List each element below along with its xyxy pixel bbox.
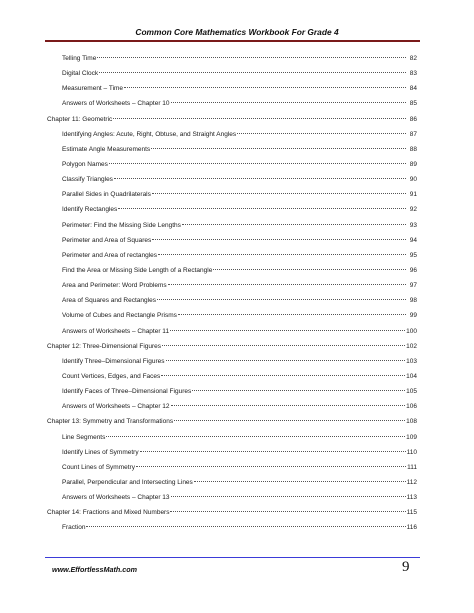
dot-leader — [109, 163, 406, 164]
dot-leader — [157, 299, 406, 300]
toc-entry-label: Answers of Worksheets – Chapter 11 — [62, 327, 170, 335]
toc-entry[interactable] — [47, 161, 417, 176]
toc-entry[interactable] — [47, 237, 417, 252]
toc-entry[interactable] — [47, 191, 417, 206]
toc-entry-page: 96 — [409, 266, 417, 274]
toc-entry-page: 93 — [409, 221, 417, 229]
toc-chapter-entry[interactable] — [47, 418, 417, 433]
toc-entry-page: 82 — [409, 55, 417, 62]
dot-leader — [86, 526, 405, 527]
toc-entry[interactable] — [47, 358, 417, 373]
dot-leader — [152, 193, 406, 194]
toc-entry-label: Find the Area or Missing Side Length of a Rectangle — [62, 266, 213, 274]
footer-website-link[interactable]: www.EffortlessMath.com — [52, 565, 138, 574]
toc-entry-label: Identifying Angles: Acute, Right, Obtuse, and Straight Angles — [62, 130, 237, 138]
dot-leader — [99, 72, 406, 73]
toc-entry[interactable] — [47, 434, 417, 449]
toc-entry[interactable] — [47, 222, 417, 237]
page-number: 9 — [402, 559, 410, 575]
dot-leader — [124, 87, 406, 88]
toc-entry-label: Classify Triangles — [62, 176, 113, 184]
toc-entry-page: 87 — [409, 130, 417, 138]
toc-entry[interactable] — [47, 524, 417, 539]
toc-entry-label: Area of Squares and Rectangles — [62, 297, 156, 305]
toc-entry[interactable] — [47, 403, 417, 418]
dot-leader — [162, 345, 405, 346]
toc-entry-label: Parallel Sides in Quadrilaterals — [62, 191, 151, 199]
toc-entry-page: 112 — [406, 478, 417, 486]
dot-leader — [170, 330, 405, 331]
toc-entry-label: Identify Three–Dimensional Figures — [62, 357, 165, 365]
dot-leader — [171, 405, 406, 406]
toc-entry[interactable] — [47, 282, 417, 297]
toc-entry-label: Area and Perimeter: Word Problems — [62, 282, 167, 290]
toc-entry-page: 85 — [409, 100, 417, 108]
toc-entry[interactable] — [47, 388, 417, 403]
header-divider — [45, 40, 420, 42]
toc-entry-label: Line Segments — [62, 433, 106, 441]
toc-entry-page: 95 — [409, 251, 417, 259]
dot-leader — [213, 269, 406, 270]
toc-entry-label: Answers of Worksheets – Chapter 10 — [62, 100, 170, 108]
toc-entry-page: 105 — [406, 388, 417, 396]
toc-entry-label: Perimeter and Area of rectangles — [62, 251, 158, 259]
toc-entry-label: Volume of Cubes and Rectangle Prisms — [62, 312, 177, 320]
toc-entry-page: 94 — [409, 236, 417, 244]
dot-leader — [152, 239, 406, 240]
toc-entry-page: 110 — [406, 448, 417, 456]
toc-entry-label: Count Lines of Symmetry — [62, 463, 135, 471]
toc-entry-label: Count Vertices, Edges, and Faces — [62, 372, 161, 380]
toc-entry-page: 100 — [406, 327, 417, 335]
toc-entry[interactable] — [47, 146, 417, 161]
toc-entry-label: Estimate Angle Measurements — [62, 145, 151, 153]
toc-entry-label: Polygon Names — [62, 160, 108, 168]
toc-entry-label: Answers of Worksheets – Chapter 13 — [62, 494, 170, 502]
toc-entry[interactable] — [47, 252, 417, 267]
dot-leader — [171, 496, 406, 497]
dot-leader — [136, 466, 406, 467]
toc-entry-page: 86 — [409, 115, 417, 123]
toc-entry[interactable] — [47, 449, 417, 464]
dot-leader — [182, 224, 406, 225]
toc-entry-label: Chapter 13: Symmetry and Transformations — [47, 418, 174, 426]
toc-entry-page: 97 — [409, 282, 417, 290]
toc-chapter-entry[interactable] — [47, 343, 417, 358]
toc-entry-label: Chapter 12: Three-Dimensional Figures — [47, 342, 162, 350]
toc-entry-page: 99 — [409, 312, 417, 320]
toc-entry-page: 88 — [409, 145, 417, 153]
dot-leader — [194, 481, 406, 482]
footer-divider — [45, 557, 420, 558]
toc-entry-page: 115 — [406, 509, 417, 517]
toc-entry-page: 102 — [406, 342, 417, 350]
toc-entry-label: Identify Faces of Three–Dimensional Figures — [62, 388, 192, 396]
toc-entry-label: Telling Time — [62, 55, 97, 62]
toc-entry-page: 90 — [409, 176, 417, 184]
dot-leader — [97, 57, 406, 58]
toc-entry-page: 98 — [409, 297, 417, 305]
dot-leader — [140, 451, 406, 452]
dot-leader — [174, 420, 405, 421]
toc-entry-page: 92 — [409, 206, 417, 214]
toc-entry[interactable] — [47, 100, 417, 115]
toc-entry[interactable] — [47, 267, 417, 282]
dot-leader — [114, 178, 406, 179]
toc-entry-label: Chapter 14: Fractions and Mixed Numbers — [47, 509, 170, 517]
dot-leader — [118, 208, 406, 209]
dot-leader — [106, 436, 405, 437]
toc-entry-label: Chapter 11: Geometric — [47, 115, 113, 123]
dot-leader — [170, 511, 405, 512]
dot-leader — [158, 254, 406, 255]
toc-entry-label: Perimeter and Area of Squares — [62, 236, 152, 244]
toc-entry-label: Measurement – Time — [62, 85, 124, 93]
toc-entry-label: Perimeter: Find the Missing Side Lengths — [62, 221, 181, 229]
toc-entry-label: Fraction — [62, 524, 86, 532]
toc-entry[interactable] — [47, 85, 417, 100]
toc-entry-label: Identify Rectangles — [62, 206, 118, 214]
toc-entry[interactable] — [47, 373, 417, 388]
toc-chapter-entry[interactable] — [47, 509, 417, 524]
dot-leader — [166, 360, 406, 361]
toc-entry-page: 116 — [406, 524, 417, 532]
toc-entry-page: 91 — [409, 191, 417, 199]
toc-entry-page: 113 — [406, 494, 417, 502]
toc-chapter-entry[interactable] — [47, 116, 417, 131]
toc-entry[interactable] — [47, 55, 417, 70]
dot-leader — [171, 102, 406, 103]
toc-entry[interactable] — [47, 328, 417, 343]
toc-entry-page: 103 — [406, 357, 417, 365]
toc-entry[interactable] — [47, 206, 417, 221]
table-of-contents — [47, 55, 417, 540]
toc-entry[interactable] — [47, 464, 417, 479]
toc-entry-label: Answers of Worksheets – Chapter 12 — [62, 403, 170, 411]
toc-entry-page: 109 — [406, 433, 417, 441]
dot-leader — [237, 133, 406, 134]
dot-leader — [161, 375, 405, 376]
toc-entry[interactable] — [47, 176, 417, 191]
toc-entry[interactable] — [47, 131, 417, 146]
dot-leader — [113, 118, 406, 119]
toc-entry-page: 104 — [406, 372, 417, 380]
toc-entry[interactable] — [47, 70, 417, 85]
toc-entry-page: 83 — [409, 70, 417, 78]
toc-entry[interactable] — [47, 479, 417, 494]
toc-entry-page: 84 — [409, 85, 417, 93]
dot-leader — [151, 148, 406, 149]
toc-entry-label: Parallel, Perpendicular and Intersecting Lines — [62, 478, 193, 486]
toc-entry[interactable] — [47, 297, 417, 312]
toc-entry-page: 108 — [406, 418, 417, 426]
toc-entry-page: 89 — [409, 160, 417, 168]
toc-entry-label: Digital Clock — [62, 70, 99, 78]
toc-entry[interactable] — [47, 312, 417, 327]
toc-entry-page: 106 — [406, 403, 417, 411]
dot-leader — [168, 284, 406, 285]
toc-entry-label: Identify Lines of Symmetry — [62, 448, 139, 456]
page-header-title: Common Core Mathematics Workbook For Grade 4 — [135, 27, 339, 37]
dot-leader — [178, 314, 406, 315]
toc-entry-page: 111 — [407, 463, 417, 471]
toc-entry[interactable] — [47, 494, 417, 509]
dot-leader — [192, 390, 405, 391]
